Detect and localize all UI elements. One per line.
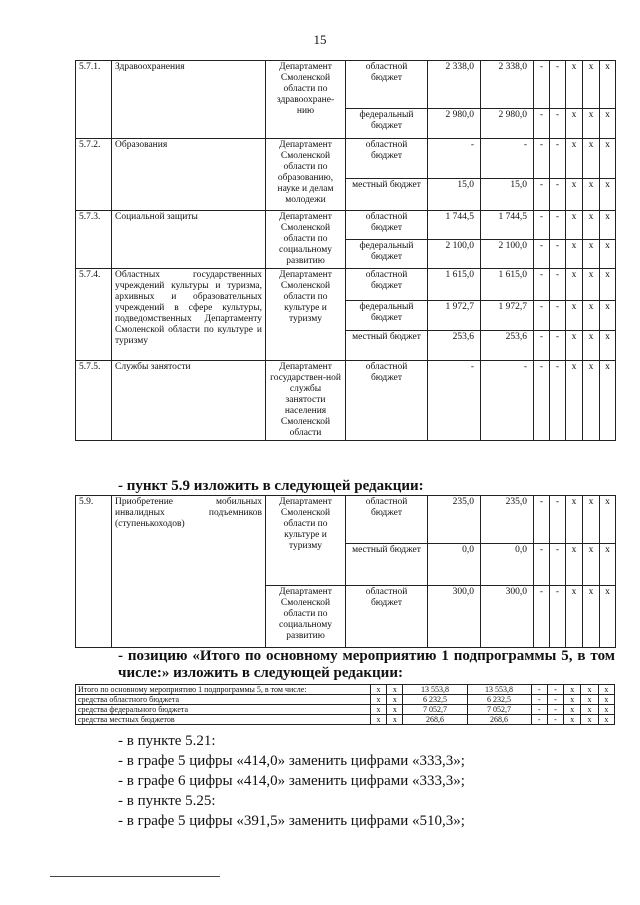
dash-cell: - <box>534 240 550 269</box>
x-mark-cell: х <box>600 179 616 211</box>
x-mark-cell: х <box>370 685 386 695</box>
amount-year-cell: 13 553,8 <box>467 685 531 695</box>
item-name-cell: Службы занятости <box>112 361 266 441</box>
item-number-cell: 5.7.4. <box>76 269 112 361</box>
amount-total-cell: 268,6 <box>403 715 467 725</box>
budget-cell: областной бюджет <box>346 61 428 109</box>
amount-year-cell: 2 980,0 <box>481 109 534 139</box>
x-mark-cell: х <box>566 301 583 331</box>
paragraph-item-5-9: - пункт 5.9 изложить в следующей редакции: <box>118 478 424 494</box>
dash-cell: - <box>531 685 547 695</box>
x-mark-cell: х <box>600 331 616 361</box>
x-mark-cell: х <box>564 715 581 725</box>
dash-cell: - <box>550 240 566 269</box>
dash-cell: - <box>534 109 550 139</box>
dash-cell: - <box>531 695 547 705</box>
amount-total-cell: 6 232,5 <box>403 695 467 705</box>
amount-year-cell: 2 100,0 <box>481 240 534 269</box>
x-mark-cell: х <box>598 685 614 695</box>
table-total <box>75 684 615 725</box>
dash-cell: - <box>547 705 563 715</box>
x-mark-cell: х <box>600 211 616 240</box>
x-mark-cell: х <box>583 496 600 544</box>
dash-cell: - <box>550 179 566 211</box>
x-mark-cell: х <box>583 586 600 648</box>
x-mark-cell: х <box>581 695 598 705</box>
dash-cell: - <box>550 269 566 301</box>
x-mark-cell: х <box>600 269 616 301</box>
amount-total-cell: 1 972,7 <box>428 301 481 331</box>
page-number: 15 <box>313 32 327 47</box>
dash-cell: - <box>534 544 550 586</box>
x-mark-cell: х <box>583 240 600 269</box>
dash-cell: - <box>534 361 550 441</box>
dash-cell: - <box>550 586 566 648</box>
x-mark-cell: х <box>564 685 581 695</box>
table-row <box>76 361 616 441</box>
amount-total-cell: 0,0 <box>428 544 481 586</box>
item-name-cell: Приобретение мобильных инвалидных подъемников (ступенькоходов) <box>112 496 266 648</box>
dash-cell: - <box>547 715 563 725</box>
dash-cell: - <box>547 685 563 695</box>
x-mark-cell: х <box>387 685 403 695</box>
x-mark-cell: х <box>564 695 581 705</box>
amount-total-cell: 2 100,0 <box>428 240 481 269</box>
x-mark-cell: х <box>583 211 600 240</box>
x-mark-cell: х <box>583 544 600 586</box>
amount-year-cell: 0,0 <box>481 544 534 586</box>
item-name-cell: Областных государственных учреждений культуры и туризма, архивных и образовательных учреждений в сфере культуры, подведомственных Департаменту Смоленской области по культуре и туризму <box>112 269 266 361</box>
amount-total-cell: 235,0 <box>428 496 481 544</box>
x-mark-cell: х <box>583 269 600 301</box>
dash-cell: - <box>550 361 566 441</box>
department-cell: Департамент государствен-ной службы занятости населения Смоленской области <box>266 361 346 441</box>
amount-year-cell: 6 232,5 <box>467 695 531 705</box>
item-number-cell: 5.7.5. <box>76 361 112 441</box>
table-row <box>76 269 616 301</box>
department-cell: Департамент Смоленской области по социальному развитию <box>266 586 346 648</box>
row-label-cell: средства федерального бюджета <box>76 705 371 715</box>
paragraph-total-position: - позицию «Итого по основному мероприятию 1 подпрограммы 5, в том числе:» изложить в следующей редакции: <box>118 648 615 681</box>
amount-year-cell: 268,6 <box>467 715 531 725</box>
item-number-cell: 5.7.1. <box>76 61 112 139</box>
dash-cell: - <box>534 331 550 361</box>
budget-cell: местный бюджет <box>346 331 428 361</box>
amount-year-cell: 300,0 <box>481 586 534 648</box>
item-number-cell: 5.7.3. <box>76 211 112 269</box>
budget-cell: областной бюджет <box>346 586 428 648</box>
dash-cell: - <box>550 544 566 586</box>
x-mark-cell: х <box>600 301 616 331</box>
item-name-cell: Социальной защиты <box>112 211 266 269</box>
x-mark-cell: х <box>566 179 583 211</box>
x-mark-cell: х <box>566 109 583 139</box>
budget-cell: местный бюджет <box>346 544 428 586</box>
amount-year-cell: 1 972,7 <box>481 301 534 331</box>
x-mark-cell: х <box>600 109 616 139</box>
amount-total-cell: 15,0 <box>428 179 481 211</box>
x-mark-cell: х <box>566 496 583 544</box>
dash-cell: - <box>550 331 566 361</box>
row-label-cell: средства местных бюджетов <box>76 715 371 725</box>
x-mark-cell: х <box>600 361 616 441</box>
dash-cell: - <box>534 211 550 240</box>
amount-year-cell: 2 338,0 <box>481 61 534 109</box>
dash-cell: - <box>547 695 563 705</box>
amount-total-cell: 1 744,5 <box>428 211 481 240</box>
x-mark-cell: х <box>581 685 598 695</box>
amount-total-cell: 253,6 <box>428 331 481 361</box>
dash-cell: - <box>550 496 566 544</box>
department-cell: Департамент Смоленской области по культуре и туризму <box>266 496 346 586</box>
dash-cell: - <box>534 61 550 109</box>
dash-cell: - <box>550 139 566 179</box>
budget-cell: областной бюджет <box>346 361 428 441</box>
x-mark-cell: х <box>566 61 583 109</box>
department-cell: Департамент Смоленской области по социальному развитию <box>266 211 346 269</box>
x-mark-cell: х <box>370 695 386 705</box>
table-row <box>76 496 616 544</box>
budget-cell: местный бюджет <box>346 179 428 211</box>
x-mark-cell: х <box>566 269 583 301</box>
budget-cell: федеральный бюджет <box>346 301 428 331</box>
amendment-item: - в пункте 5.21: <box>118 733 216 749</box>
department-cell: Департамент Смоленской области по культуре и туризму <box>266 269 346 361</box>
x-mark-cell: х <box>600 61 616 109</box>
x-mark-cell: х <box>598 705 614 715</box>
x-mark-cell: х <box>566 586 583 648</box>
amount-total-cell: 2 980,0 <box>428 109 481 139</box>
table-row <box>76 211 616 240</box>
dash-cell: - <box>534 496 550 544</box>
amount-year-cell: 235,0 <box>481 496 534 544</box>
dash-cell: - <box>550 301 566 331</box>
table-row <box>76 715 615 725</box>
amount-total-cell: - <box>428 139 481 179</box>
amount-year-cell: 15,0 <box>481 179 534 211</box>
table-row <box>76 685 615 695</box>
x-mark-cell: х <box>598 715 614 725</box>
amount-total-cell: - <box>428 361 481 441</box>
x-mark-cell: х <box>600 586 616 648</box>
amount-total-cell: 13 553,8 <box>403 685 467 695</box>
x-mark-cell: х <box>583 179 600 211</box>
department-cell: Департамент Смоленской области по образованию, науке и делам молодежи <box>266 139 346 211</box>
amendment-item: - в пункте 5.25: <box>118 793 216 809</box>
x-mark-cell: х <box>370 715 386 725</box>
department-cell: Департамент Смоленской области по здравоохране-нию <box>266 61 346 139</box>
x-mark-cell: х <box>600 240 616 269</box>
x-mark-cell: х <box>583 61 600 109</box>
table-row <box>76 695 615 705</box>
item-name-cell: Образования <box>112 139 266 211</box>
amendment-list <box>118 731 618 831</box>
x-mark-cell: х <box>566 361 583 441</box>
dash-cell: - <box>531 705 547 715</box>
x-mark-cell: х <box>566 139 583 179</box>
x-mark-cell: х <box>566 331 583 361</box>
dash-cell: - <box>534 139 550 179</box>
budget-cell: областной бюджет <box>346 139 428 179</box>
x-mark-cell: х <box>581 715 598 725</box>
x-mark-cell: х <box>370 705 386 715</box>
row-label-cell: Итого по основному мероприятию 1 подпрограммы 5, в том числе: <box>76 685 371 695</box>
amount-year-cell: 1 615,0 <box>481 269 534 301</box>
x-mark-cell: х <box>583 301 600 331</box>
dash-cell: - <box>534 586 550 648</box>
footer-divider <box>50 876 220 877</box>
table-row <box>76 139 616 179</box>
dash-cell: - <box>534 301 550 331</box>
x-mark-cell: х <box>600 139 616 179</box>
x-mark-cell: х <box>583 139 600 179</box>
table-measures-5-7 <box>75 60 616 441</box>
amount-year-cell: 1 744,5 <box>481 211 534 240</box>
x-mark-cell: х <box>387 715 403 725</box>
dash-cell: - <box>550 109 566 139</box>
amount-total-cell: 7 052,7 <box>403 705 467 715</box>
amount-total-cell: 300,0 <box>428 586 481 648</box>
item-number-cell: 5.9. <box>76 496 112 648</box>
table-row <box>76 61 616 109</box>
amendment-item: - в графе 6 цифры «414,0» заменить цифрами «333,3»; <box>118 773 465 789</box>
dash-cell: - <box>550 61 566 109</box>
x-mark-cell: х <box>566 211 583 240</box>
amount-year-cell: - <box>481 139 534 179</box>
dash-cell: - <box>531 715 547 725</box>
budget-cell: областной бюджет <box>346 211 428 240</box>
item-name-cell: Здравоохранения <box>112 61 266 139</box>
amount-total-cell: 1 615,0 <box>428 269 481 301</box>
budget-cell: федеральный бюджет <box>346 109 428 139</box>
budget-cell: областной бюджет <box>346 269 428 301</box>
amendment-item: - в графе 5 цифры «414,0» заменить цифрами «333,3»; <box>118 753 465 769</box>
budget-cell: федеральный бюджет <box>346 240 428 269</box>
dash-cell: - <box>534 179 550 211</box>
amount-total-cell: 2 338,0 <box>428 61 481 109</box>
x-mark-cell: х <box>564 705 581 715</box>
x-mark-cell: х <box>600 544 616 586</box>
budget-cell: областной бюджет <box>346 496 428 544</box>
table-measure-5-9 <box>75 495 616 648</box>
amount-year-cell: 7 052,7 <box>467 705 531 715</box>
item-number-cell: 5.7.2. <box>76 139 112 211</box>
x-mark-cell: х <box>387 695 403 705</box>
amendment-item: - в графе 5 цифры «391,5» заменить цифрами «510,3»; <box>118 813 465 829</box>
x-mark-cell: х <box>583 331 600 361</box>
row-label-cell: средства областного бюджета <box>76 695 371 705</box>
x-mark-cell: х <box>583 109 600 139</box>
amount-year-cell: 253,6 <box>481 331 534 361</box>
x-mark-cell: х <box>581 705 598 715</box>
x-mark-cell: х <box>566 240 583 269</box>
x-mark-cell: х <box>566 544 583 586</box>
x-mark-cell: х <box>600 496 616 544</box>
table-row <box>76 705 615 715</box>
amount-year-cell: - <box>481 361 534 441</box>
x-mark-cell: х <box>583 361 600 441</box>
x-mark-cell: х <box>387 705 403 715</box>
dash-cell: - <box>550 211 566 240</box>
dash-cell: - <box>534 269 550 301</box>
x-mark-cell: х <box>598 695 614 705</box>
